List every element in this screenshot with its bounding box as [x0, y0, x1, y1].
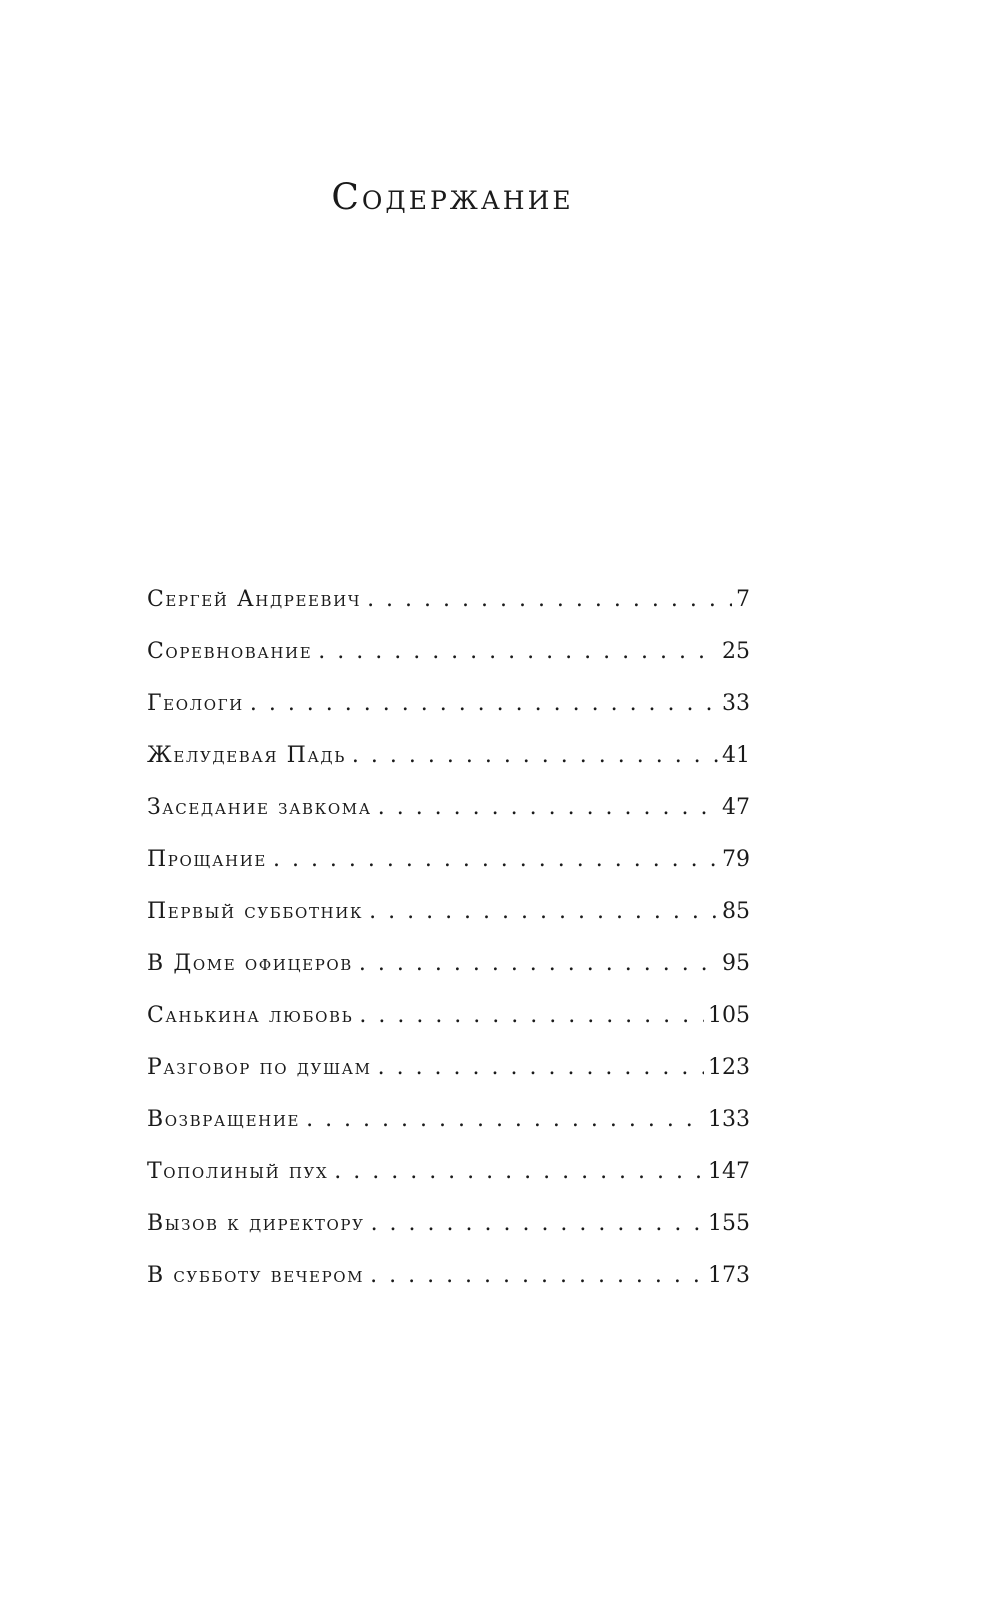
toc-entry[interactable] — [147, 1001, 750, 1031]
toc-entry-page: 105 — [708, 1003, 750, 1028]
dot-leader — [359, 1001, 704, 1031]
dot-leader — [378, 1053, 704, 1083]
toc-entry-title: Геологи — [147, 691, 244, 716]
toc-entry-page: 155 — [708, 1211, 750, 1236]
toc-entry[interactable] — [147, 689, 750, 719]
toc-entry-title: Желудевая Падь — [147, 743, 346, 768]
toc-entry-title: В Доме офицеров — [147, 951, 353, 976]
toc-entry[interactable] — [147, 637, 750, 667]
dot-leader — [273, 845, 718, 875]
toc-entry[interactable] — [147, 1261, 750, 1291]
toc-entry-title: Соревнование — [147, 639, 313, 664]
toc-entry[interactable] — [147, 1053, 750, 1083]
toc-entry[interactable] — [147, 897, 750, 927]
toc-entry-title: Вызов к директору — [147, 1211, 365, 1236]
toc-entry-title: Прощание — [147, 847, 267, 872]
toc-entry-page: 85 — [722, 899, 750, 924]
toc-entry-title: Возвращение — [147, 1107, 301, 1132]
toc-entry-page: 173 — [708, 1263, 750, 1288]
dot-leader — [369, 897, 718, 927]
dot-leader — [370, 1261, 704, 1291]
toc-entry-title: Сергей Андреевич — [147, 587, 362, 612]
toc-entry-page: 123 — [708, 1055, 750, 1080]
toc-entry[interactable] — [147, 845, 750, 875]
toc-entry-title: Заседание завкома — [147, 795, 372, 820]
dot-leader — [306, 1105, 704, 1135]
dot-leader — [378, 793, 718, 823]
toc-entry-page: 7 — [736, 587, 750, 612]
toc-entry[interactable] — [147, 949, 750, 979]
toc-entry-title: Тополиный пух — [147, 1159, 329, 1184]
toc-entry-page: 41 — [722, 743, 750, 768]
toc-entry[interactable] — [147, 585, 750, 615]
toc-entry-page: 25 — [722, 639, 750, 664]
toc-entry-page: 147 — [708, 1159, 750, 1184]
toc-entry[interactable] — [147, 1209, 750, 1239]
toc-entry-page: 47 — [722, 795, 750, 820]
toc-entry-title: В субботу вечером — [147, 1263, 365, 1288]
toc-entry-title: Санькина любовь — [147, 1003, 354, 1028]
toc-entry-page: 79 — [722, 847, 750, 872]
dot-leader — [352, 741, 718, 771]
toc-entry-title: Разговор по душам — [147, 1055, 372, 1080]
page-title: Содержание — [331, 177, 574, 218]
dot-leader — [250, 689, 718, 719]
toc-entry-page: 133 — [708, 1107, 750, 1132]
toc-entry-page: 33 — [722, 691, 750, 716]
toc-entry[interactable] — [147, 1157, 750, 1187]
dot-leader — [359, 949, 718, 979]
toc-entry-title: Первый субботник — [147, 899, 364, 924]
toc-entry[interactable] — [147, 741, 750, 771]
dot-leader — [367, 585, 732, 615]
dot-leader — [371, 1209, 704, 1239]
dot-leader — [318, 637, 718, 667]
toc-entry[interactable] — [147, 1105, 750, 1135]
toc-entry[interactable] — [147, 793, 750, 823]
toc-entry-page: 95 — [722, 951, 750, 976]
dot-leader — [334, 1157, 704, 1187]
